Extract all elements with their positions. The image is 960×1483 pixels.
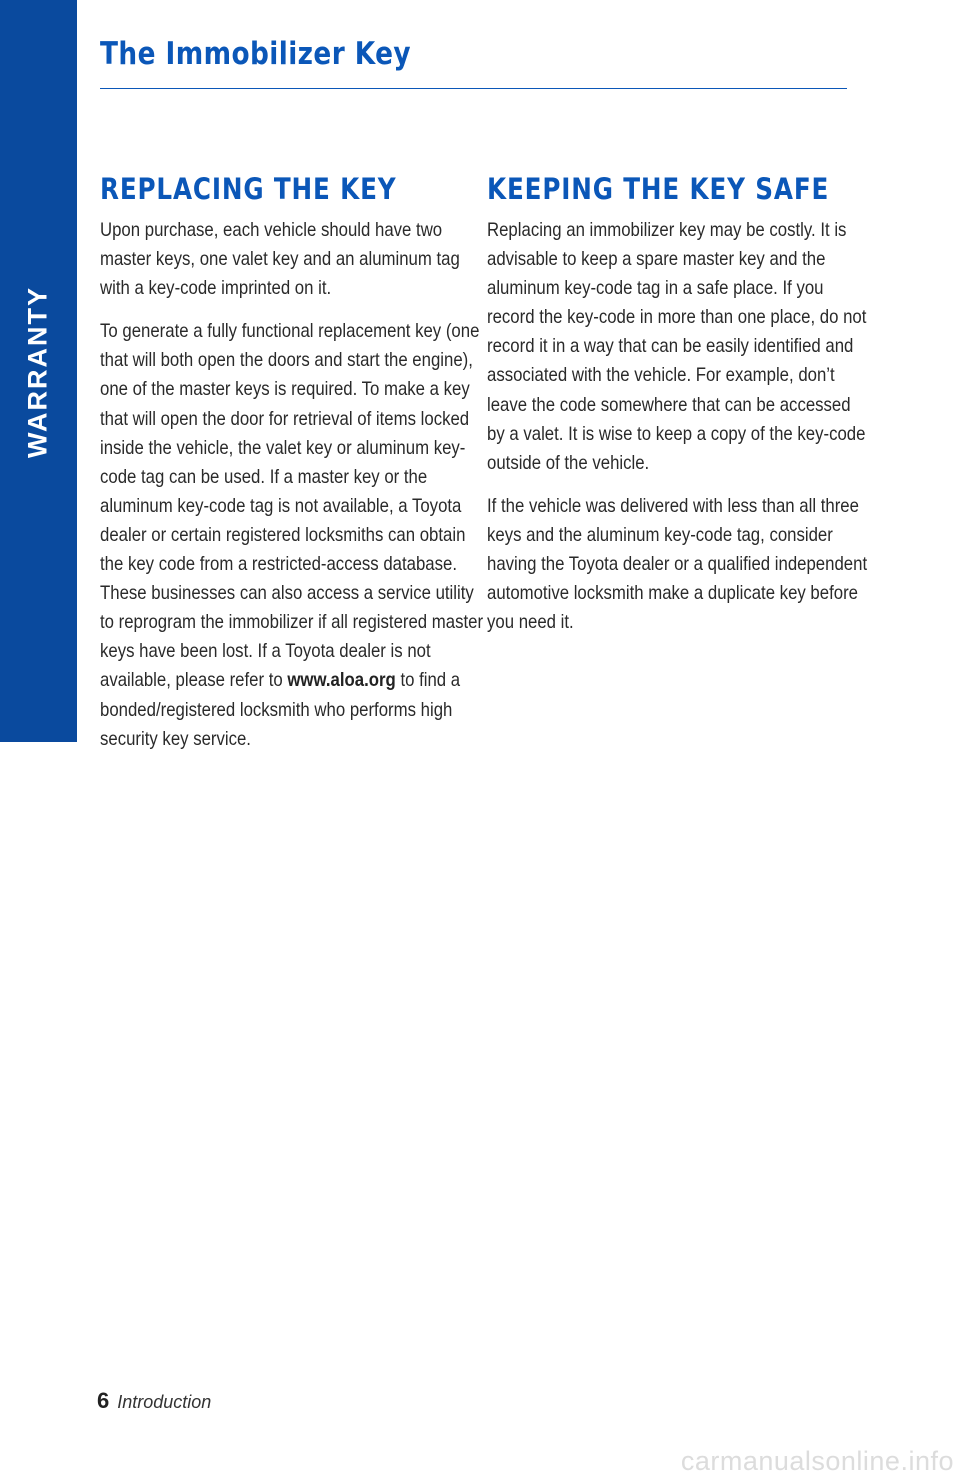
footer-section-name: Introduction xyxy=(117,1392,212,1412)
keeping-key-safe-heading: KEEPING THE KEY SAFE xyxy=(487,172,830,206)
site-watermark: carmanualsonline.info xyxy=(680,1446,954,1476)
page-number: 6 xyxy=(97,1388,110,1413)
side-tab-label: WARRANTY xyxy=(22,286,53,458)
aloa-link[interactable]: www.aloa.org xyxy=(287,669,396,692)
keeping-key-safe-paragraph-1: Replacing an immobilizer key may be costly. It is advisable to keep a spare master key and the aluminum key-code tag in a safe place. If you record the key-code in more than one place, do not record it in a way that can be easily identified and associated with the vehicle. For example, don’t leave the code somewhere that can be accessed by a valet. It is wise to keep a copy of the key-code outside of the vehicle. xyxy=(487,219,867,474)
title-divider xyxy=(100,88,847,89)
replacing-key-paragraph-2 xyxy=(100,317,485,753)
page-title: The Immobilizer Key xyxy=(100,36,412,72)
left-column xyxy=(100,172,485,768)
paragraph-text: To generate a fully functional replacement key (one that will both open the doors and start the engine), one of the master keys is required. To make a key that will open the door for retrieval of items locked inside the vehicle, the valet key or aluminum key-code tag can be used. If a master key or the aluminum key-code tag is not available, a Toyota dealer or certain registered locksmiths can obtain the key code from a restricted-access database. These businesses can also access a service utility to reprogram the immobilizer if all registered master keys have been lost. If a Toyota dealer is not available, please refer to xyxy=(100,320,484,692)
replacing-key-paragraph-1: Upon purchase, each vehicle should have two master keys, one valet key and an aluminum tag with a key-code imprinted on it. xyxy=(100,219,460,300)
warranty-side-tab xyxy=(0,0,77,742)
keeping-key-safe-paragraph-2: If the vehicle was delivered with less than all three keys and the aluminum key-code tag, consider having the Toyota dealer or a qualified independent automotive locksmith make a duplicate key before you need it. xyxy=(487,494,868,634)
paragraph-text: to find a bonded/registered locksmith who performs high security key service. xyxy=(100,669,461,750)
right-column xyxy=(487,172,872,651)
replacing-key-heading: REPLACING THE KEY xyxy=(100,172,397,206)
page-footer xyxy=(97,1388,211,1414)
